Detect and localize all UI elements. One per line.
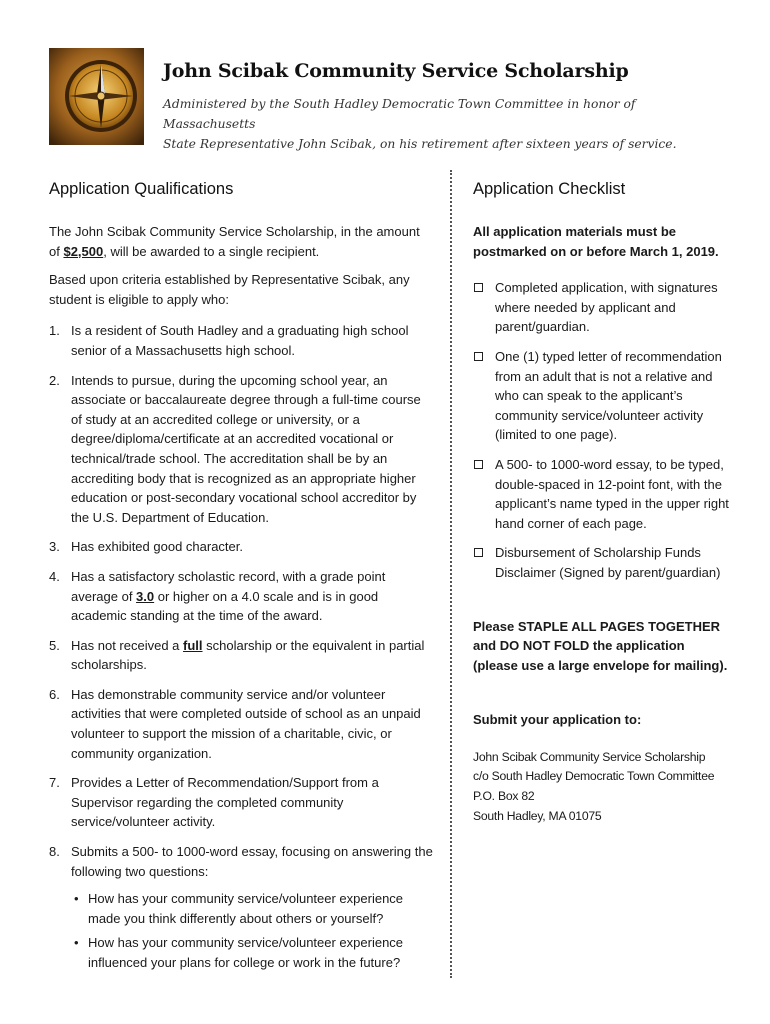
- list-item: [49, 321, 434, 360]
- intro-text-end: , will be awarded to a single recipient.: [103, 243, 320, 259]
- item-text: Has exhibited good character.: [71, 539, 243, 555]
- item-number: 5.: [49, 637, 60, 653]
- bullet-icon: •: [74, 891, 79, 907]
- item-text: Is a resident of South Hadley and a graduating high school senior of a Massachusetts high school.: [71, 323, 409, 358]
- list-item: [49, 685, 434, 763]
- item-text-end: or higher on a 4.0 scale and is in good academic standing at the time of the award.: [71, 588, 379, 624]
- essay-questions: [71, 889, 434, 972]
- checklist-item-text: Disbursement of Scholarship Funds Disclaimer (Signed by parent/guardian): [495, 545, 721, 580]
- criteria-intro: Based upon criteria established by Representative Scibak, any student is eligible to apply who:: [49, 272, 410, 307]
- intro-text: The John Scibak Community Service Scholarship, in the amount of: [49, 224, 420, 259]
- checklist-item: [473, 455, 733, 533]
- compass-icon: [49, 48, 144, 145]
- compass-image: [49, 48, 144, 145]
- essay-question: [71, 889, 434, 928]
- item-text: Submits a 500- to 1000-word essay, focusing on answering the following two questions:: [71, 844, 433, 879]
- item-number: 1.: [49, 323, 60, 339]
- gpa-value: 3.0: [136, 588, 155, 604]
- qualifications-section: [49, 178, 434, 983]
- page-subtitle: [163, 94, 723, 154]
- essay-question: [71, 933, 434, 972]
- address-line: c/o South Hadley Democratic Town Committee: [473, 769, 715, 784]
- scholarship-intro: [49, 222, 434, 261]
- checklist-item-text: One (1) typed letter of recommendation from an adult that is not a relative and who can speak to the applicant’s community service/volunteer activity (limited to one page).: [495, 348, 722, 443]
- item-text: Provides a Letter of Recommendation/Support from a Supervisor regarding the completed community service/volunteer activity.: [71, 775, 379, 830]
- checklist-item: [473, 543, 733, 582]
- question-text: How has your community service/volunteer experience made you think differently about others or yourself?: [88, 891, 404, 926]
- column-divider: [450, 170, 452, 978]
- item-text-start: Has not received a: [71, 637, 184, 653]
- checkbox[interactable]: [474, 548, 483, 557]
- checklist-item-text: A 500- to 1000-word essay, to be typed, double-spaced in 12-point font, with the applicant’s name typed in the upper right hand corner of each page.: [495, 456, 729, 531]
- item-text: Has demonstrable community service and/or volunteer activities that were completed outside of school as an unpaid volunteer to support the mission of a charitable, civic, or community organization.: [71, 686, 421, 761]
- checklist-item-text: Completed application, with signatures where needed by applicant and parent/guardian.: [495, 280, 718, 335]
- checkbox[interactable]: [474, 460, 483, 469]
- item-text: Intends to pursue, during the upcoming school year, an associate or baccalaureate degree through a full-time course of study at an accredited college or university, or a degree/diploma/certificate at an accredited vocational or technical/trade school. The accreditation shall be by an accrediting body that is recognized as an appropriate higher education or post-secondary vocational school accreditor by the U.S. Department of Education.: [71, 372, 421, 525]
- deadline-notice: All application materials must be postmarked on or before March 1, 2019.: [473, 224, 719, 259]
- item-number: 3.: [49, 539, 60, 555]
- checkbox[interactable]: [474, 283, 483, 292]
- address-line: South Hadley, MA 01075: [473, 808, 602, 823]
- item-number: 6.: [49, 686, 60, 702]
- address-line: P.O. Box 82: [473, 789, 535, 804]
- scholarship-amount: $2,500: [63, 243, 104, 259]
- address-line: John Scibak Community Service Scholarship: [473, 749, 706, 764]
- item-text: [71, 638, 424, 673]
- list-item: [49, 371, 434, 528]
- item-text: [71, 569, 385, 623]
- bullet-icon: •: [74, 935, 79, 951]
- item-number: 7.: [49, 775, 60, 791]
- page-title: John Scibak Community Service Scholarship: [163, 60, 629, 82]
- item-number: 4.: [49, 568, 60, 584]
- list-item: [49, 773, 434, 832]
- question-text: How has your community service/volunteer experience influenced your plans for college or work in the future?: [88, 935, 404, 970]
- qualifications-list: [49, 321, 434, 972]
- checklist-heading: Application Checklist: [473, 180, 626, 198]
- list-item: [49, 842, 434, 973]
- item-number: 8.: [49, 844, 60, 860]
- list-item: [49, 636, 434, 675]
- item-text-start: Has a satisfactory scholastic record, with a grade point average of: [71, 568, 386, 604]
- qualifications-heading: Application Qualifications: [49, 180, 234, 198]
- checklist-section: [473, 178, 733, 826]
- submit-heading: Submit your application to:: [473, 712, 642, 728]
- checklist-item: [473, 278, 733, 337]
- checklist-item: [473, 347, 733, 445]
- item-number: 2.: [49, 372, 60, 388]
- staple-notice: Please STAPLE ALL PAGES TOGETHER and DO NOT FOLD the application (please use a large envelope for mailing).: [473, 618, 728, 673]
- list-item: [49, 567, 434, 626]
- mailing-address: [473, 748, 733, 826]
- checkbox[interactable]: [474, 352, 483, 361]
- item-text-end: scholarship or the equivalent in partial scholarships.: [71, 637, 425, 673]
- list-item: [49, 537, 434, 557]
- subtitle-line-1: Administered by the South Hadley Democratic Town Committee in honor of Massachusetts: [163, 97, 636, 131]
- full-emphasis: full: [183, 637, 203, 653]
- subtitle-line-2: State Representative John Scibak, on his retirement after sixteen years of service.: [163, 137, 677, 151]
